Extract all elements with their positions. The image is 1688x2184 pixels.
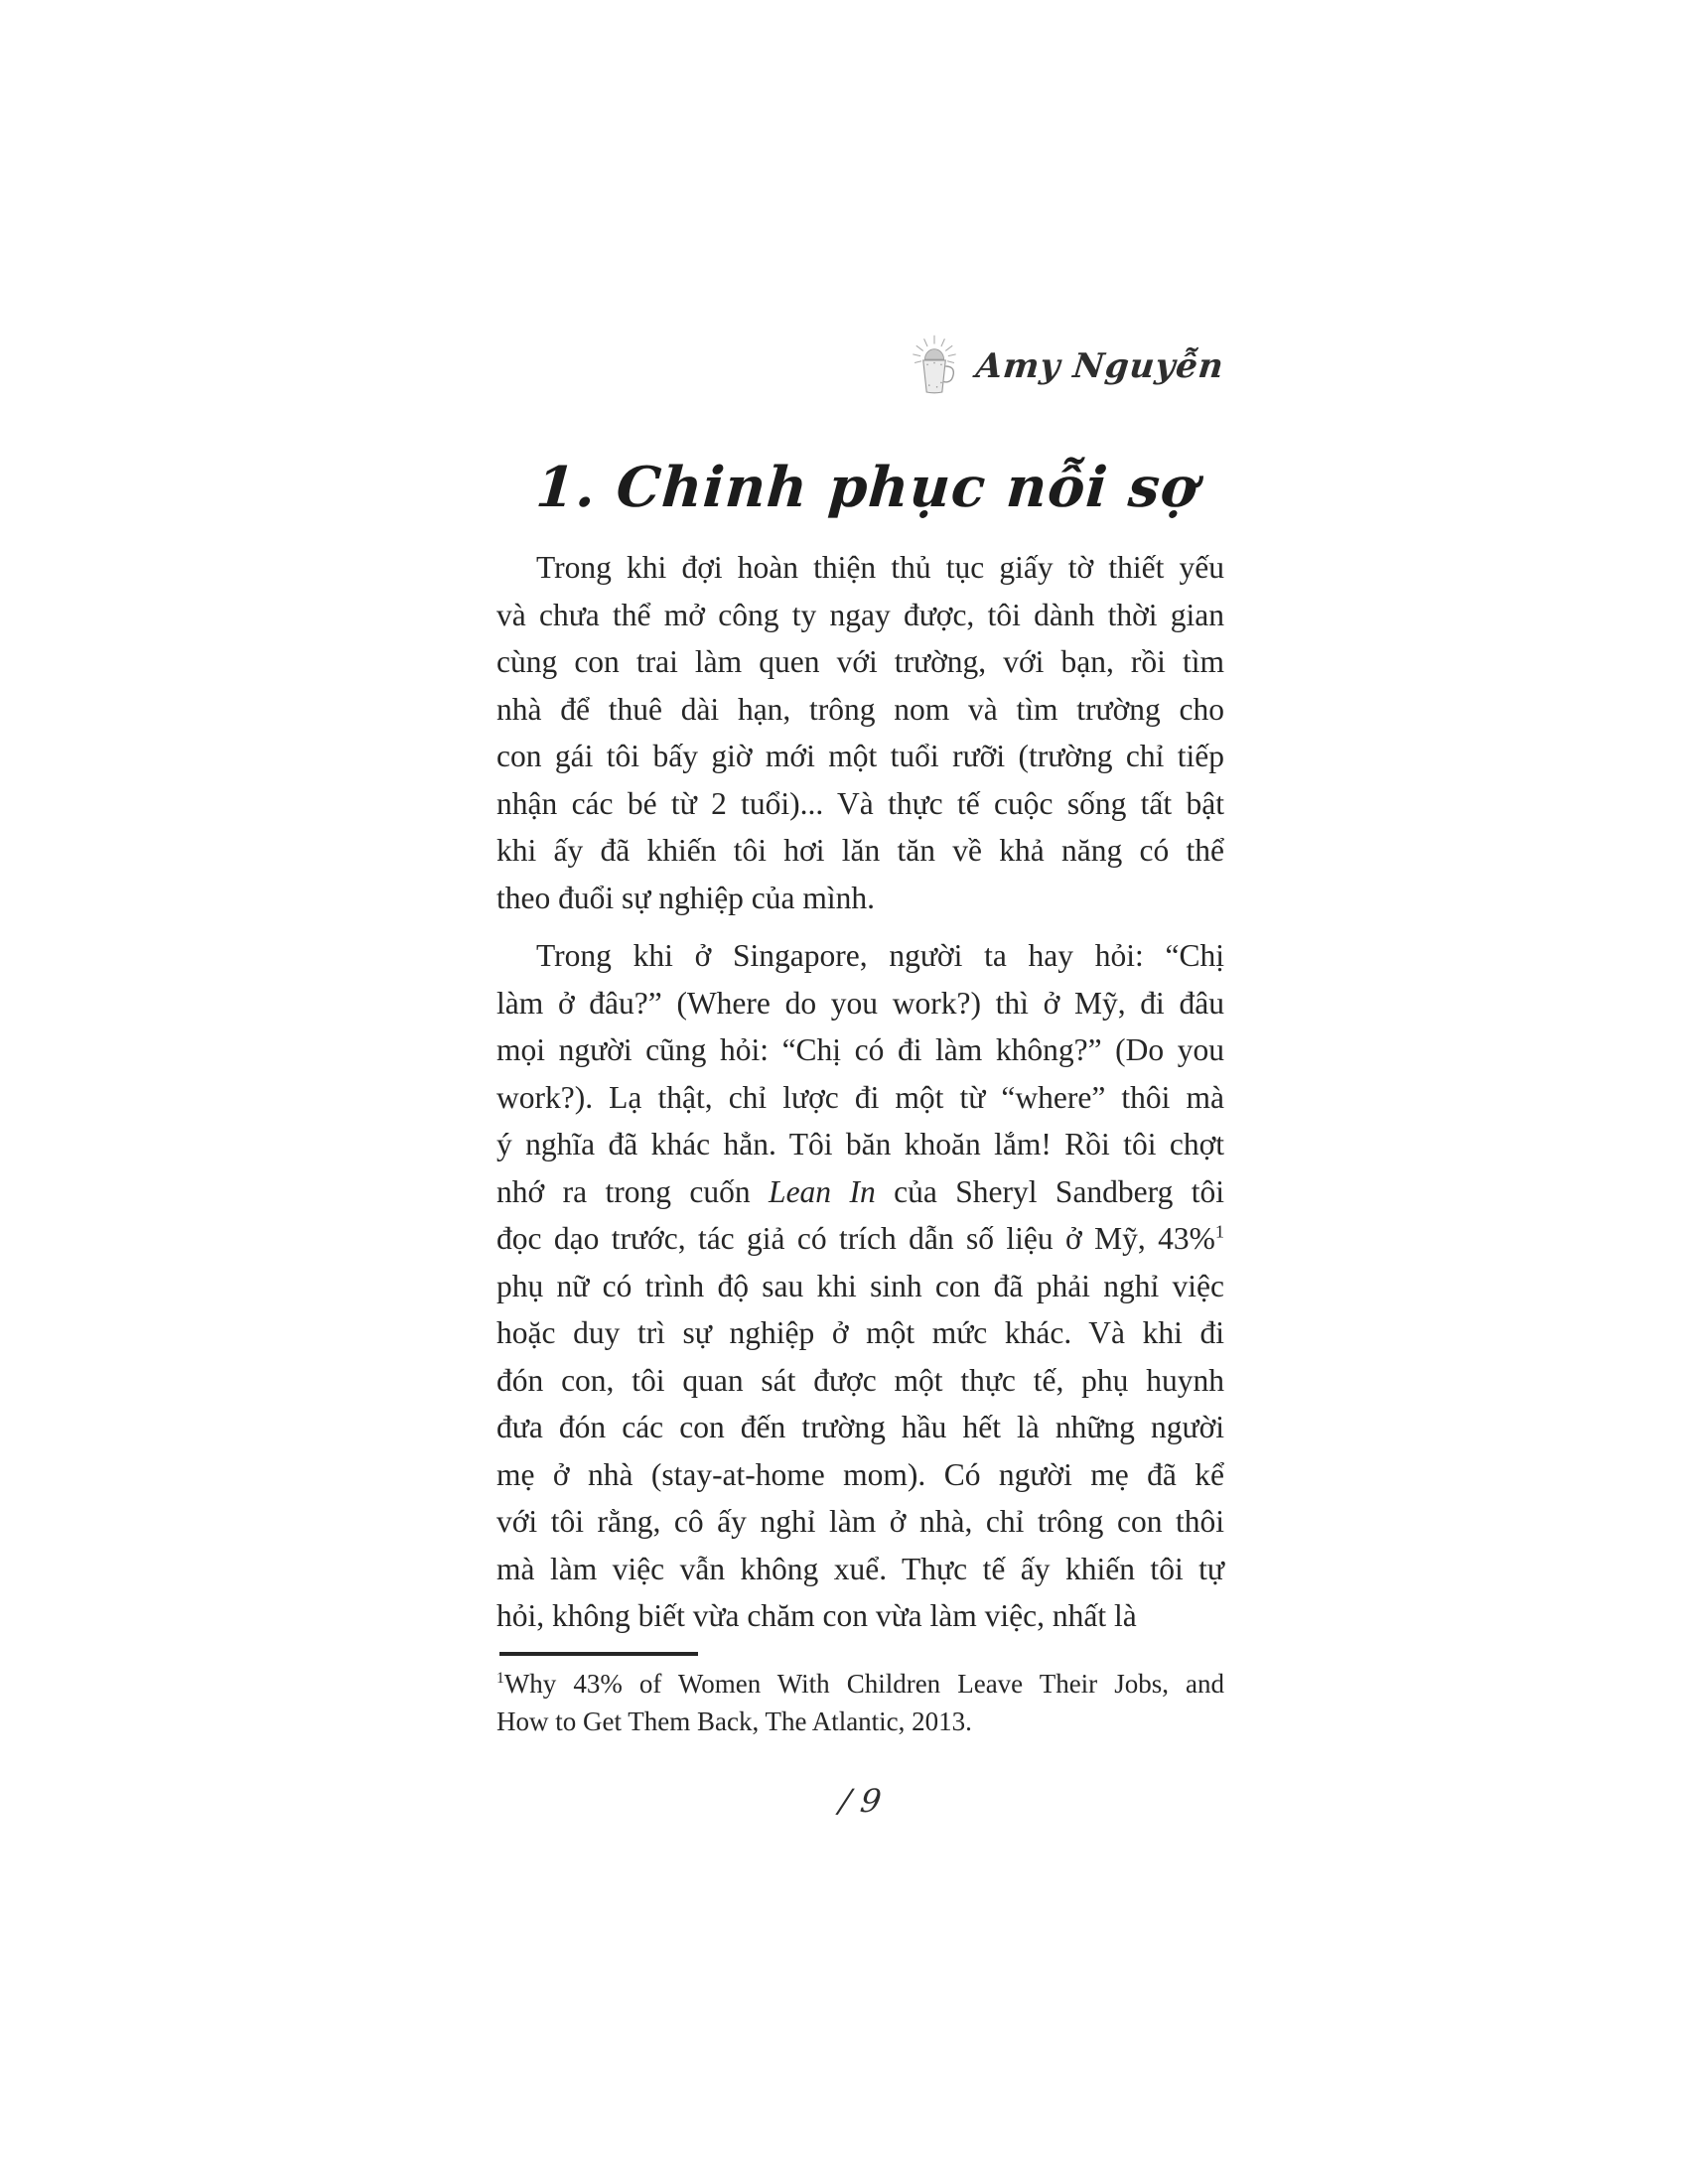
text-line: mẹ ở nhà (stay-at-home mom). Có người mẹ đã kể <box>496 1456 1224 1492</box>
author-name: Amy Nguyễn <box>974 346 1227 386</box>
text-line: đưa đón các con đến trường hầu hết là những người <box>496 1410 1224 1444</box>
page-header <box>496 334 1227 399</box>
text-line: ý nghĩa đã khác hẳn. Tôi băn khoăn lắm! Rồi tôi chợt <box>496 1127 1224 1161</box>
text-line: khi ấy đã khiến tôi hơi lăn tăn về khả năng có thể <box>496 833 1224 868</box>
coffee-cup-icon <box>909 334 960 399</box>
text-line: con gái tôi bấy giờ mới một tuổi rưỡi (trường chỉ tiếp <box>496 739 1224 773</box>
text-line: mọi người cũng hỏi: “Chị có đi làm không?” (Do you <box>496 1032 1224 1067</box>
body-text <box>496 544 1224 1640</box>
text-line: Trong khi ở Singapore, người ta hay hỏi: “Chị <box>536 938 1224 973</box>
page-number: / 9 <box>837 1782 884 1820</box>
footnote-divider <box>499 1652 698 1656</box>
text-line: theo đuổi sự nghiệp của mình. <box>496 880 876 915</box>
text-line: Trong khi đợi hoàn thiện thủ tục giấy tờ thiết yếu <box>536 550 1224 585</box>
text-line: $^1$Why 43% of Women With Children Leave Their Jobs, and <box>496 1669 1224 1699</box>
text-line: How to Get Them Back, The Atlantic, 2013. <box>496 1706 972 1736</box>
text-line: đón con, tôi quan sát được một thực tế, phụ huynh <box>496 1362 1224 1398</box>
chapter-title: 1. Chinh phục nỗi sợ <box>533 455 1201 520</box>
footnote <box>496 1665 1224 1740</box>
text-line: hỏi, không biết vừa chăm con vừa làm việc, nhất là <box>496 1598 1137 1633</box>
text-line: đọc dạo trước, tác giả có trích dẫn số liệu ở Mỹ, 43%$^1$ <box>496 1221 1224 1256</box>
paragraph <box>496 544 1224 921</box>
text-line: phụ nữ có trình độ sau khi sinh con đã phải nghỉ việc <box>496 1268 1224 1303</box>
paragraph <box>496 932 1224 1640</box>
text-line: hoặc duy trì sự nghiệp ở một mức khác. Và khi đi <box>496 1315 1224 1350</box>
text-line: với tôi rằng, cô ấy nghỉ làm ở nhà, chỉ trông con thôi <box>496 1504 1224 1539</box>
text-line: làm ở đâu?” (Where do you work?) thì ở Mỹ, đi đâu <box>496 985 1224 1021</box>
text-line: mà làm việc vẫn không xuể. Thực tế ấy khiến tôi tự <box>496 1551 1224 1586</box>
text-line: nhà để thuê dài hạn, trông nom và tìm trường cho <box>496 691 1224 727</box>
text-line: nhớ ra trong cuốn Lean In của Sheryl Sandberg tôi <box>496 1173 1225 1209</box>
text-line: work?). Lạ thật, chỉ lược đi một từ “where” thôi mà <box>496 1079 1224 1115</box>
text-line: cùng con trai làm quen với trường, với bạn, rồi tìm <box>496 644 1224 679</box>
text-line: nhận các bé từ 2 tuổi)... Và thực tế cuộc sống tất bật <box>496 785 1224 821</box>
text-line: và chưa thể mở công ty ngay được, tôi dành thời gian <box>496 597 1224 632</box>
